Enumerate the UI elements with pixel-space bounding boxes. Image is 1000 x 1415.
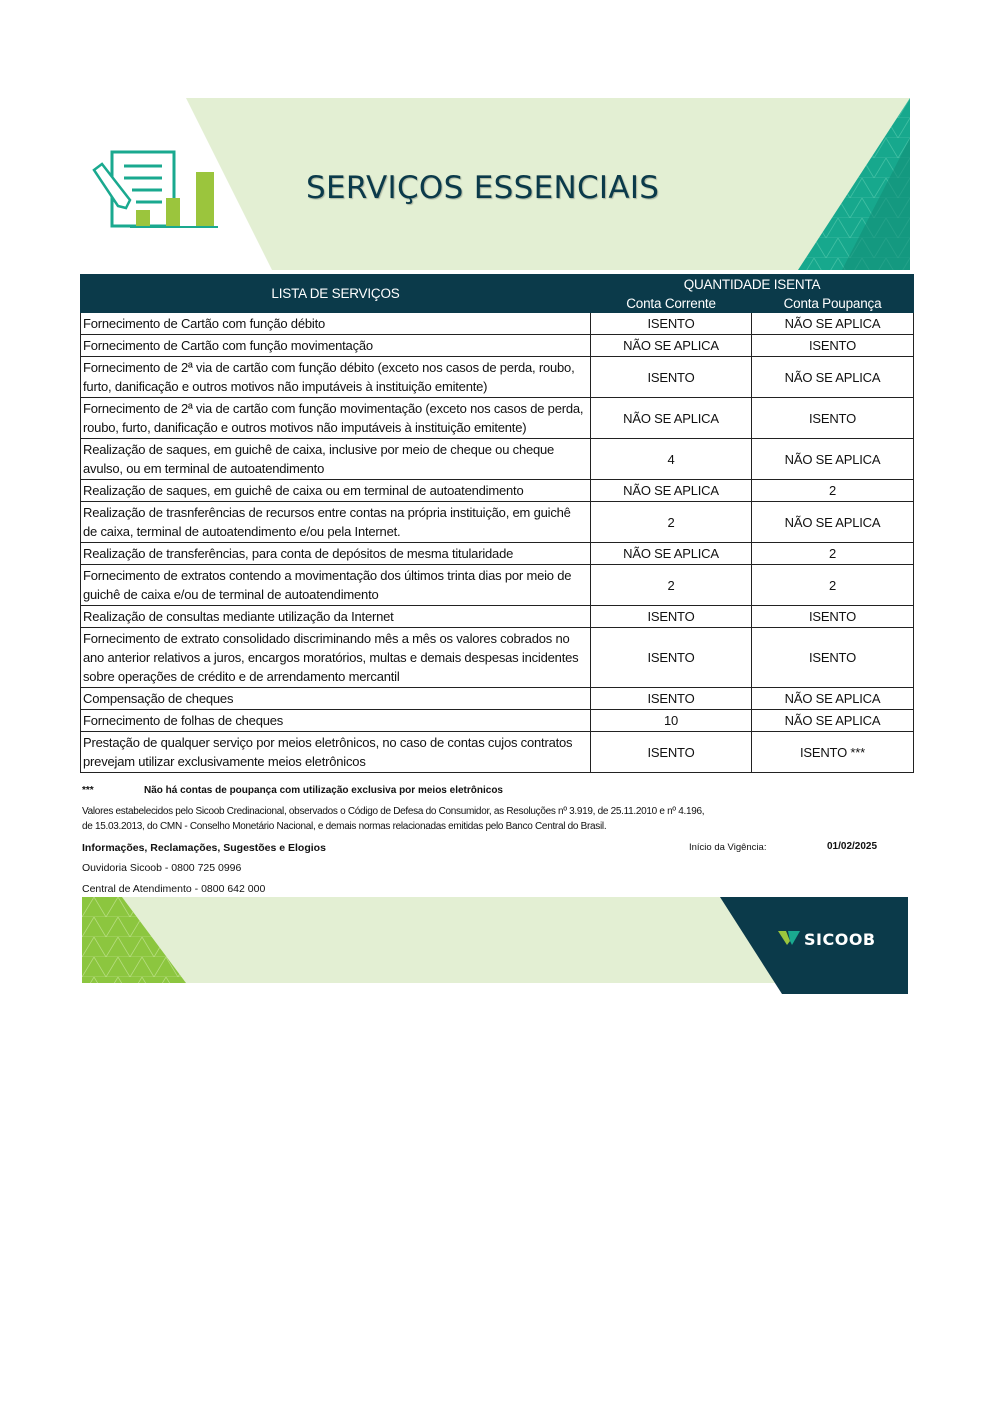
checking-value: ISENTO — [591, 732, 752, 773]
legal-line-2: de 15.03.2013, do CMN - Conselho Monetário Nacional, e demais normas relacionadas emitidas pelo Banco Central do Brasil. — [82, 821, 607, 832]
savings-value: ISENTO — [752, 606, 914, 628]
checking-value: ISENTO — [591, 688, 752, 710]
savings-value: ISENTO *** — [752, 732, 914, 773]
table-row — [81, 606, 914, 628]
checking-value: ISENTO — [591, 357, 752, 398]
contact-title: Informações, Reclamações, Sugestões e Elogios — [82, 842, 326, 854]
checking-value: 10 — [591, 710, 752, 732]
service-name: Realização de transferências, para conta de depósitos de mesma titularidade — [81, 543, 591, 565]
table-row — [81, 398, 914, 439]
table-row — [81, 710, 914, 732]
service-name: Fornecimento de Cartão com função movimentação — [81, 335, 591, 357]
savings-value: NÃO SE APLICA — [752, 688, 914, 710]
service-name: Fornecimento de 2ª via de cartão com função movimentação (exceto nos casos de perda, roubo, furto, danificação e outros motivos não imputáveis à instituição emitente) — [81, 398, 591, 439]
column-header-checking-account: Conta Corrente — [591, 294, 752, 313]
savings-value: ISENTO — [752, 628, 914, 688]
ouvidoria-phone: Ouvidoria Sicoob - 0800 725 0996 — [82, 862, 242, 874]
table-row — [81, 357, 914, 398]
table-row — [81, 480, 914, 502]
legal-text — [82, 804, 842, 834]
central-phone: Central de Atendimento - 0800 642 000 — [82, 883, 266, 895]
legal-line-1: Valores estabelecidos pelo Sicoob Credinacional, observados o Código de Defesa do Consumidor, as Resoluções nº 3.919, de 25.11.2010 e nº 4.196, — [82, 806, 705, 817]
service-name: Fornecimento de 2ª via de cartão com função débito (exceto nos casos de perda, roubo, furto, danificação e outros motivos não imputáveis à instituição emitente) — [81, 357, 591, 398]
service-name: Compensação de cheques — [81, 688, 591, 710]
services-table — [80, 274, 914, 773]
sicoob-logo — [778, 929, 876, 950]
service-name: Realização de saques, em guichê de caixa, inclusive por meio de cheque ou cheque avulso, ou em terminal de autoatendimento — [81, 439, 591, 480]
checking-value: NÃO SE APLICA — [591, 335, 752, 357]
service-name: Realização de consultas mediante utilização da Internet — [81, 606, 591, 628]
checking-value: 4 — [591, 439, 752, 480]
footnote — [82, 785, 503, 796]
effective-date-label: Início da Vigência: — [689, 842, 767, 853]
checking-value: ISENTO — [591, 628, 752, 688]
checking-value: NÃO SE APLICA — [591, 480, 752, 502]
service-name: Fornecimento de extratos contendo a movimentação dos últimos trinta dias por meio de guichê de caixa e/ou de terminal de autoatendimento — [81, 565, 591, 606]
savings-value: ISENTO — [752, 398, 914, 439]
footnote-text: Não há contas de poupança com utilização exclusiva por meios eletrônicos — [144, 785, 503, 796]
checking-value: ISENTO — [591, 606, 752, 628]
savings-value: NÃO SE APLICA — [752, 357, 914, 398]
table-row — [81, 543, 914, 565]
savings-value: 2 — [752, 480, 914, 502]
table-row — [81, 439, 914, 480]
table-row — [81, 732, 914, 773]
savings-value: ISENTO — [752, 335, 914, 357]
table-row — [81, 628, 914, 688]
document-chart-icon — [90, 150, 220, 230]
column-header-services: LISTA DE SERVIÇOS — [81, 275, 591, 313]
checking-value: ISENTO — [591, 313, 752, 335]
savings-value: NÃO SE APLICA — [752, 439, 914, 480]
column-header-free-quantity: QUANTIDADE ISENTA — [591, 275, 914, 294]
effective-date: 01/02/2025 — [827, 841, 878, 852]
service-name: Realização de trasnferências de recursos entre contas na própria instituição, em guichê de caixa, terminal de autoatendimento e/ou pela Internet. — [81, 502, 591, 543]
service-name: Prestação de qualquer serviço por meios eletrônicos, no caso de contas cujos contratos prevejam utilizar exclusivamente meios eletrônicos — [81, 732, 591, 773]
checking-value: 2 — [591, 502, 752, 543]
savings-value: 2 — [752, 565, 914, 606]
table-row — [81, 565, 914, 606]
savings-value: 2 — [752, 543, 914, 565]
table-row — [81, 502, 914, 543]
service-name: Fornecimento de Cartão com função débito — [81, 313, 591, 335]
checking-value: NÃO SE APLICA — [591, 398, 752, 439]
checking-value: 2 — [591, 565, 752, 606]
table-row — [81, 688, 914, 710]
savings-value: NÃO SE APLICA — [752, 502, 914, 543]
service-name: Fornecimento de folhas de cheques — [81, 710, 591, 732]
column-header-savings-account: Conta Poupança — [752, 294, 914, 313]
savings-value: NÃO SE APLICA — [752, 313, 914, 335]
sicoob-v-logo-icon — [778, 929, 800, 950]
service-name: Realização de saques, em guichê de caixa ou em terminal de autoatendimento — [81, 480, 591, 502]
logo-text: SICOOB — [804, 930, 876, 949]
table-row — [81, 335, 914, 357]
checking-value: NÃO SE APLICA — [591, 543, 752, 565]
footnote-marker: *** — [82, 785, 94, 796]
savings-value: NÃO SE APLICA — [752, 710, 914, 732]
service-name: Fornecimento de extrato consolidado discriminando mês a mês os valores cobrados no ano anterior relativos a juros, encargos moratórios, multas e demais despesas incidentes sobre operações de crédito e de arrendamento mercantil — [81, 628, 591, 688]
table-row — [81, 313, 914, 335]
page-title: SERVIÇOS ESSENCIAIS — [306, 170, 660, 206]
